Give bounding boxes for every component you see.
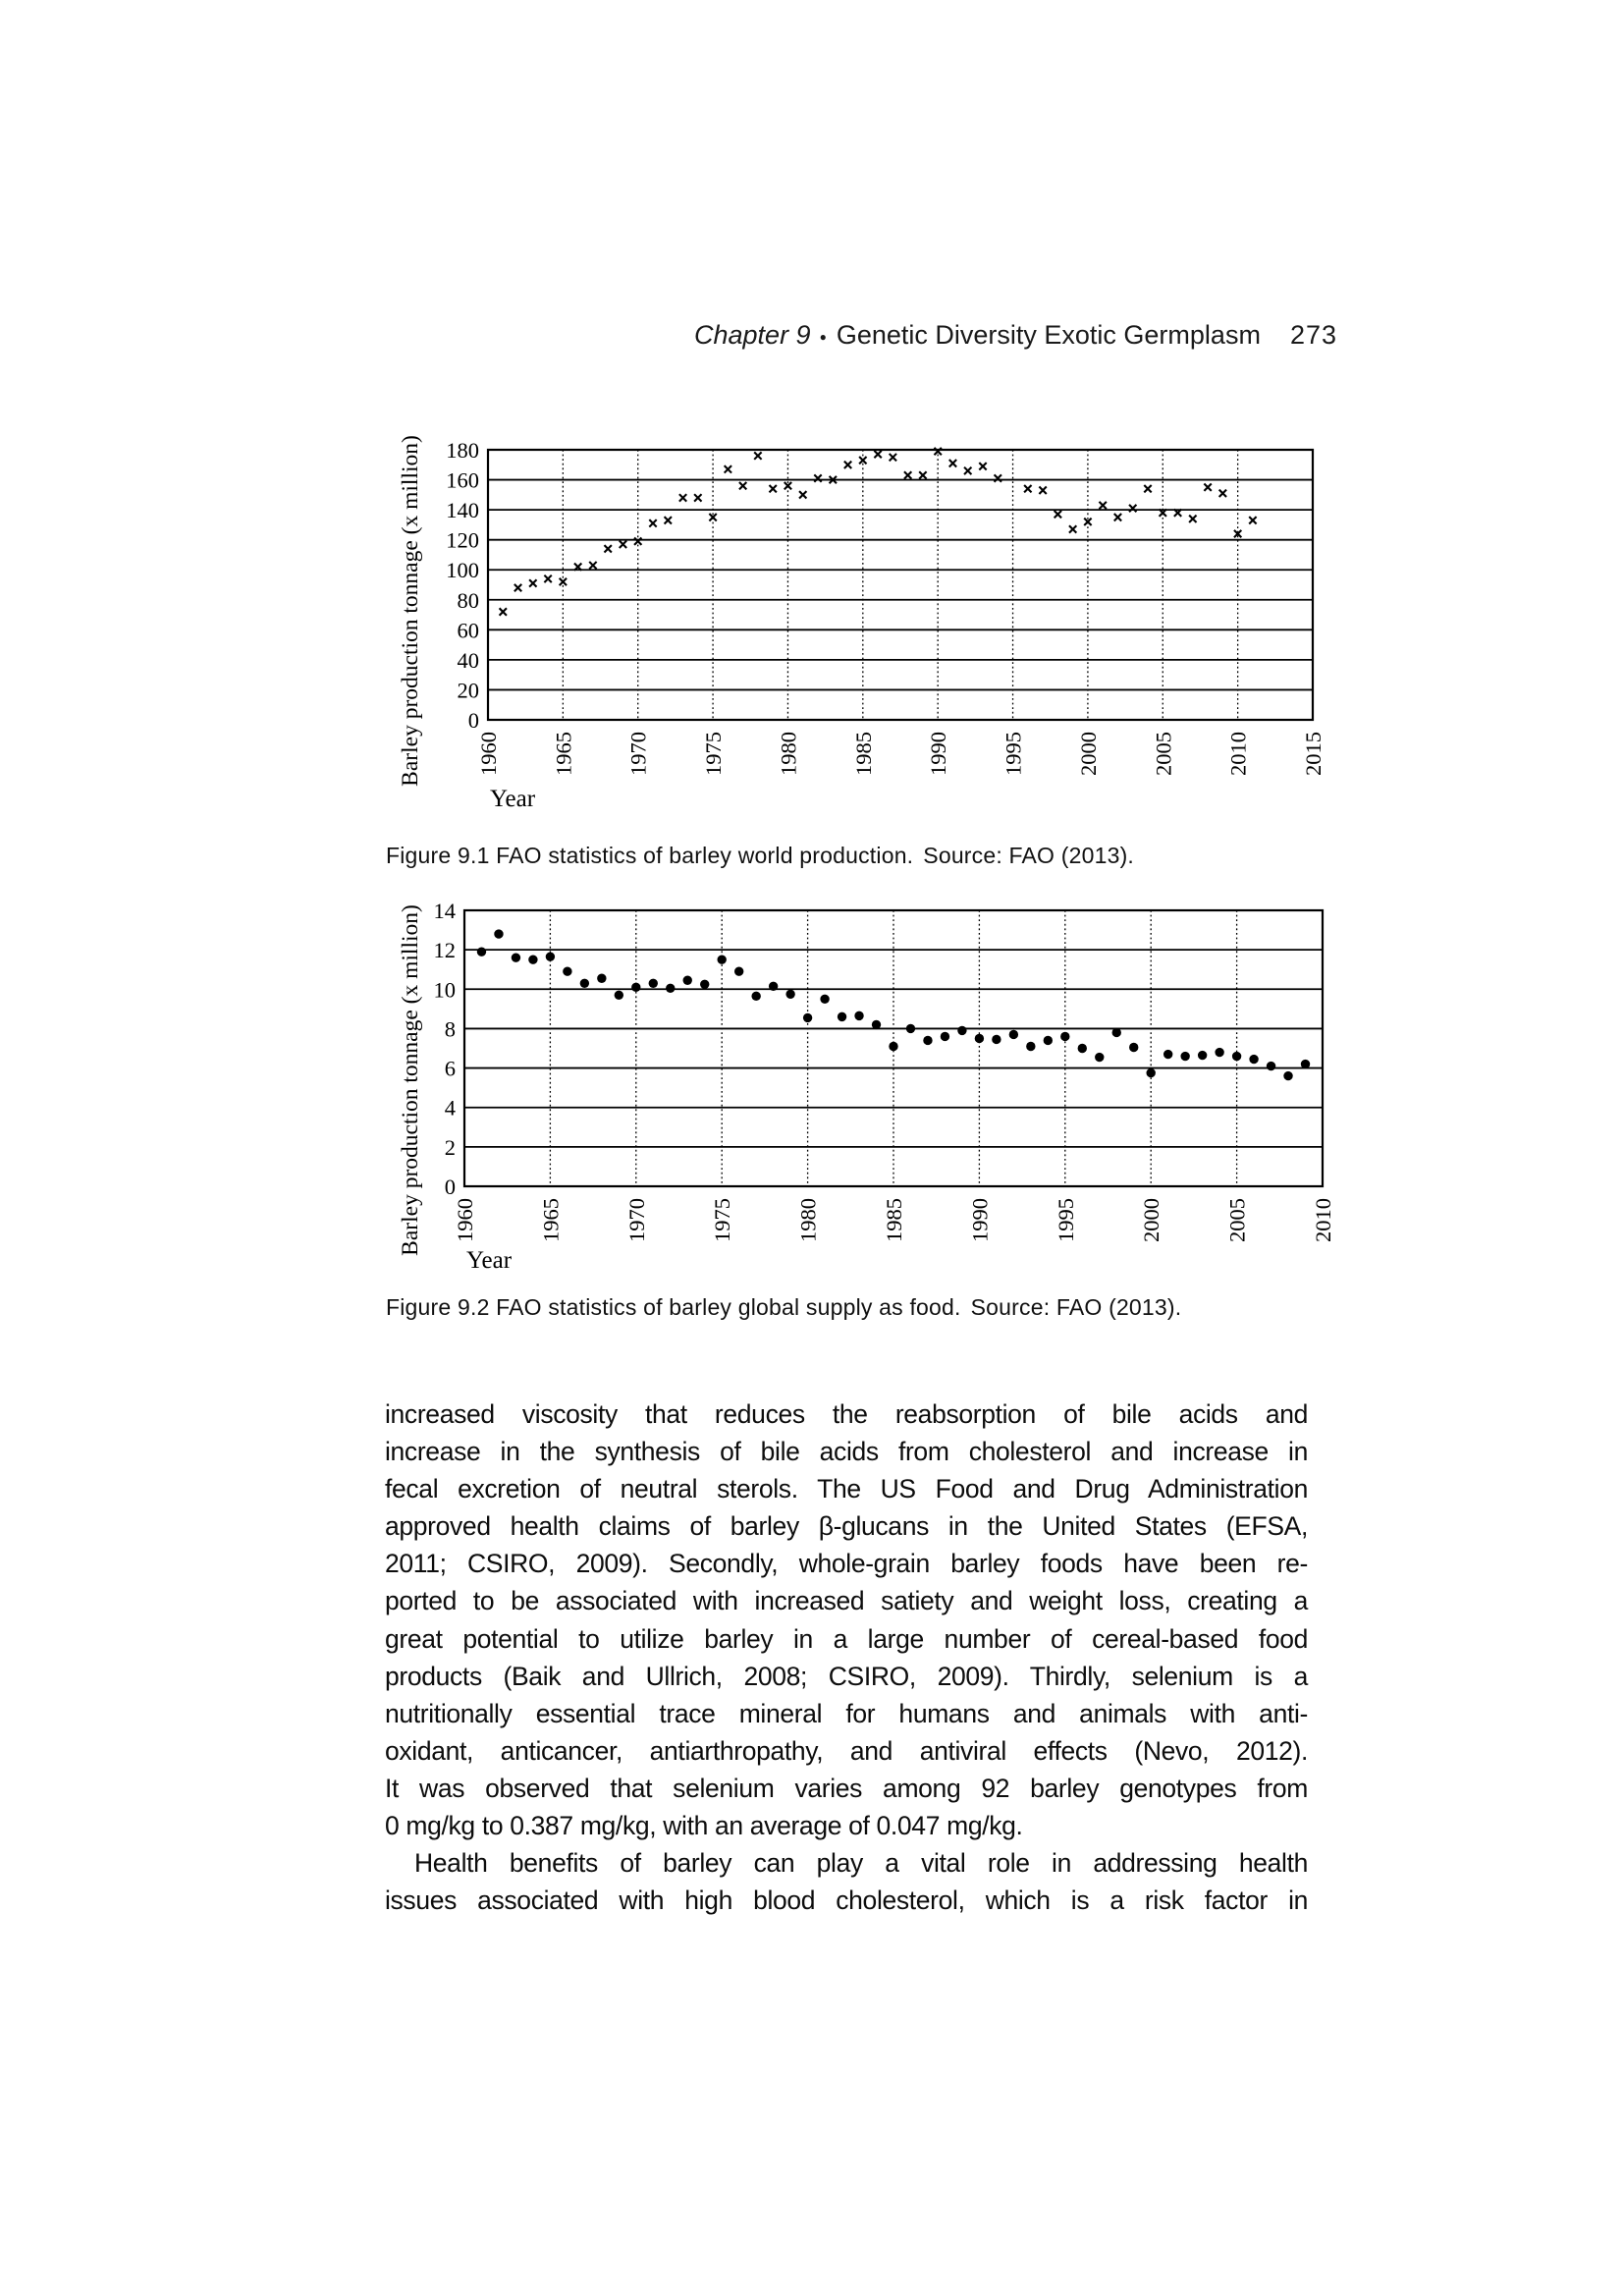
x-marker — [784, 482, 791, 489]
dot-marker — [1180, 1052, 1189, 1061]
x-axis-label: Year — [465, 1247, 513, 1274]
dot-marker — [923, 1036, 932, 1045]
x-marker — [890, 454, 896, 461]
chapter-label: Chapter 9 — [694, 320, 811, 350]
x-marker — [589, 562, 596, 569]
dot-marker — [992, 1035, 1001, 1044]
x-marker — [1024, 485, 1031, 492]
plot-frame — [488, 450, 1313, 720]
dot-marker — [1267, 1062, 1275, 1070]
body-line: increased viscosity that reduces the reabsorption of bile acids and — [385, 1399, 1308, 1429]
figure-9-1-source: Source: FAO (2013). — [923, 843, 1135, 868]
dot-marker — [1215, 1048, 1223, 1057]
dot-marker — [872, 1020, 881, 1029]
bullet-separator-icon: ● — [819, 330, 827, 344]
dot-marker — [1232, 1052, 1241, 1061]
dot-marker — [734, 967, 743, 976]
svg-text:160: 160 — [446, 467, 479, 493]
body-line: 0 mg/kg to 0.387 mg/kg, with an average of 0.047 mg/kg. — [385, 1811, 1023, 1841]
x-marker — [1144, 485, 1151, 492]
svg-text:1960: 1960 — [453, 1198, 477, 1242]
svg-text:1990: 1990 — [967, 1198, 993, 1242]
x-marker — [979, 463, 986, 469]
svg-text:60: 60 — [457, 618, 479, 643]
dot-marker — [494, 929, 503, 938]
svg-text:2015: 2015 — [1301, 732, 1325, 776]
data-points — [500, 448, 1257, 616]
dot-marker — [1301, 1060, 1310, 1068]
x-marker — [649, 519, 656, 526]
chapter-title: Genetic Diversity Exotic Germplasm — [836, 320, 1261, 350]
svg-text:8: 8 — [444, 1016, 456, 1042]
x-marker — [529, 579, 536, 586]
x-marker — [1114, 514, 1121, 520]
svg-text:1990: 1990 — [926, 732, 951, 776]
x-marker — [964, 467, 971, 474]
x-axis-tick-labels — [453, 1198, 1335, 1242]
x-marker — [1249, 517, 1256, 523]
dot-marker — [563, 967, 571, 976]
body-line: 2011; CSIRO, 2009). Secondly, whole-grain barley foods have been re- — [385, 1549, 1308, 1579]
x-marker — [1189, 516, 1196, 522]
dot-marker — [1044, 1036, 1053, 1045]
svg-text:1980: 1980 — [795, 1198, 821, 1242]
dot-marker — [546, 952, 555, 960]
svg-text:2005: 2005 — [1224, 1198, 1250, 1242]
dot-marker — [854, 1011, 863, 1020]
dot-marker — [1026, 1042, 1035, 1051]
dot-marker — [889, 1042, 897, 1051]
dot-marker — [1129, 1043, 1138, 1052]
svg-text:14: 14 — [433, 899, 456, 923]
dot-marker — [631, 983, 640, 992]
dot-marker — [528, 955, 537, 963]
dot-marker — [1112, 1028, 1121, 1037]
svg-text:1970: 1970 — [623, 1198, 649, 1242]
running-header — [694, 320, 1337, 352]
dot-marker — [906, 1024, 915, 1033]
svg-text:1985: 1985 — [882, 1198, 906, 1242]
x-marker — [1219, 490, 1226, 497]
x-marker — [679, 494, 686, 501]
x-marker — [904, 471, 911, 478]
svg-text:0: 0 — [444, 1175, 456, 1199]
x-marker — [874, 451, 881, 458]
x-marker — [769, 485, 776, 492]
figure-9-1-scatter-chart — [388, 422, 1360, 820]
body-line: great potential to utilize barley in a large number of cereal-based food — [385, 1623, 1308, 1654]
y-axis-label: Barley production tonnage (x million) — [398, 435, 423, 787]
dot-marker — [1249, 1055, 1258, 1064]
svg-text:1965: 1965 — [538, 1198, 564, 1242]
svg-text:2005: 2005 — [1151, 732, 1176, 776]
body-line: products (Baik and Ullrich, 2008; CSIRO, 2009). Thirdly, selenium is a — [385, 1661, 1308, 1691]
x-axis-label: Year — [489, 786, 536, 812]
x-marker — [1039, 487, 1046, 494]
svg-text:20: 20 — [457, 678, 479, 703]
body-text — [385, 1395, 1308, 1919]
dot-marker — [1060, 1032, 1069, 1041]
x-marker — [1055, 511, 1061, 518]
dot-marker — [769, 982, 778, 991]
svg-text:100: 100 — [446, 558, 479, 583]
dot-marker — [649, 979, 658, 988]
page-number: 273 — [1289, 320, 1337, 350]
dot-marker — [803, 1013, 812, 1022]
svg-text:1970: 1970 — [625, 732, 651, 776]
figure-9-2-source: Source: FAO (2013). — [970, 1294, 1182, 1320]
svg-text:1995: 1995 — [1001, 732, 1026, 776]
svg-text:2: 2 — [444, 1134, 456, 1160]
dot-marker — [751, 992, 760, 1001]
x-marker — [949, 460, 956, 466]
x-marker — [560, 578, 567, 585]
body-line: issues associated with high blood cholesterol, which is a risk factor in — [385, 1886, 1308, 1916]
svg-text:140: 140 — [446, 498, 479, 523]
svg-text:1975: 1975 — [710, 1198, 735, 1242]
figure-9-2-caption-text: Figure 9.2 FAO statistics of barley global supply as food. — [386, 1294, 961, 1320]
x-marker — [500, 608, 507, 615]
dot-marker — [1163, 1050, 1172, 1059]
dot-marker — [683, 976, 692, 985]
x-marker — [995, 474, 1001, 481]
svg-text:1965: 1965 — [551, 732, 576, 776]
svg-text:2000: 2000 — [1075, 732, 1101, 776]
x-marker — [799, 491, 806, 498]
dot-marker — [820, 995, 829, 1004]
body-line: ported to be associated with increased satiety and weight loss, creating a — [385, 1586, 1308, 1616]
dot-marker — [1198, 1051, 1207, 1060]
dot-marker — [975, 1034, 984, 1043]
figure-9-2-caption — [386, 1293, 1181, 1321]
dot-marker — [512, 953, 520, 961]
dot-marker — [718, 955, 727, 963]
x-marker — [1069, 525, 1076, 532]
dot-marker — [700, 980, 709, 989]
x-marker — [754, 452, 761, 459]
dot-marker — [1283, 1071, 1292, 1080]
x-marker — [620, 541, 626, 548]
x-marker — [814, 474, 821, 481]
svg-text:1980: 1980 — [776, 732, 801, 776]
body-line: oxidant, anticancer, antiarthropathy, and antiviral effects (Nevo, 2012). — [385, 1735, 1308, 1766]
dot-marker — [838, 1012, 846, 1021]
dot-marker — [597, 974, 606, 983]
y-axis-tick-labels — [434, 899, 457, 1199]
dot-marker — [580, 979, 589, 988]
x-marker — [1129, 505, 1136, 512]
figure-9-1-caption — [386, 842, 1134, 869]
dot-marker — [785, 990, 794, 999]
dot-marker — [666, 984, 675, 993]
svg-text:1975: 1975 — [701, 732, 727, 776]
svg-text:2000: 2000 — [1139, 1198, 1164, 1242]
x-marker — [514, 584, 521, 591]
body-line: approved health claims of barley β-glucans in the United States (EFSA, — [385, 1511, 1308, 1542]
body-line: nutritionally essential trace mineral for humans and animals with anti- — [385, 1698, 1308, 1728]
x-marker — [665, 517, 672, 523]
svg-text:1995: 1995 — [1053, 1198, 1078, 1242]
svg-text:4: 4 — [444, 1095, 456, 1121]
svg-text:10: 10 — [433, 977, 456, 1003]
dot-marker — [615, 991, 623, 1000]
svg-text:6: 6 — [444, 1056, 456, 1081]
x-axis-tick-labels — [476, 732, 1325, 776]
body-line: increase in the synthesis of bile acids from cholesterol and increase in — [385, 1437, 1308, 1467]
x-marker — [544, 575, 551, 582]
svg-text:120: 120 — [446, 527, 479, 553]
dot-marker — [1009, 1030, 1018, 1039]
x-marker — [694, 494, 701, 501]
dot-marker — [477, 947, 486, 956]
body-line: fecal excretion of neutral sterols. The US Food and Drug Administration — [385, 1474, 1308, 1504]
svg-text:40: 40 — [457, 647, 479, 673]
dot-marker — [1147, 1068, 1156, 1077]
dot-marker — [1078, 1044, 1087, 1053]
x-marker — [604, 545, 611, 552]
dot-marker — [957, 1026, 966, 1035]
svg-text:0: 0 — [467, 708, 479, 733]
figure-9-2-scatter-chart — [388, 882, 1360, 1292]
svg-text:1960: 1960 — [476, 732, 501, 776]
body-line: It was observed that selenium varies among 92 barley genotypes from — [385, 1773, 1308, 1803]
x-marker — [634, 537, 641, 544]
x-marker — [844, 462, 851, 468]
svg-text:12: 12 — [433, 938, 456, 963]
x-marker — [859, 457, 866, 464]
svg-text:2010: 2010 — [1311, 1198, 1335, 1242]
figure-9-1-caption-text: Figure 9.1 FAO statistics of barley world production. — [386, 843, 914, 868]
x-marker — [725, 465, 731, 472]
gridlines — [488, 450, 1313, 720]
dot-marker — [941, 1032, 949, 1041]
y-axis-tick-labels — [446, 438, 479, 733]
svg-text:80: 80 — [457, 587, 479, 613]
x-marker — [1099, 502, 1106, 509]
dot-marker — [1095, 1053, 1104, 1062]
y-axis-label: Barley production tonnage (x million) — [398, 904, 423, 1256]
svg-text:1985: 1985 — [850, 732, 876, 776]
body-line: Health benefits of barley can play a vital role in addressing health — [414, 1848, 1308, 1879]
x-marker — [919, 471, 926, 478]
svg-text:180: 180 — [446, 438, 479, 463]
svg-text:2010: 2010 — [1225, 732, 1251, 776]
x-marker — [1204, 483, 1211, 490]
x-marker — [739, 482, 746, 489]
